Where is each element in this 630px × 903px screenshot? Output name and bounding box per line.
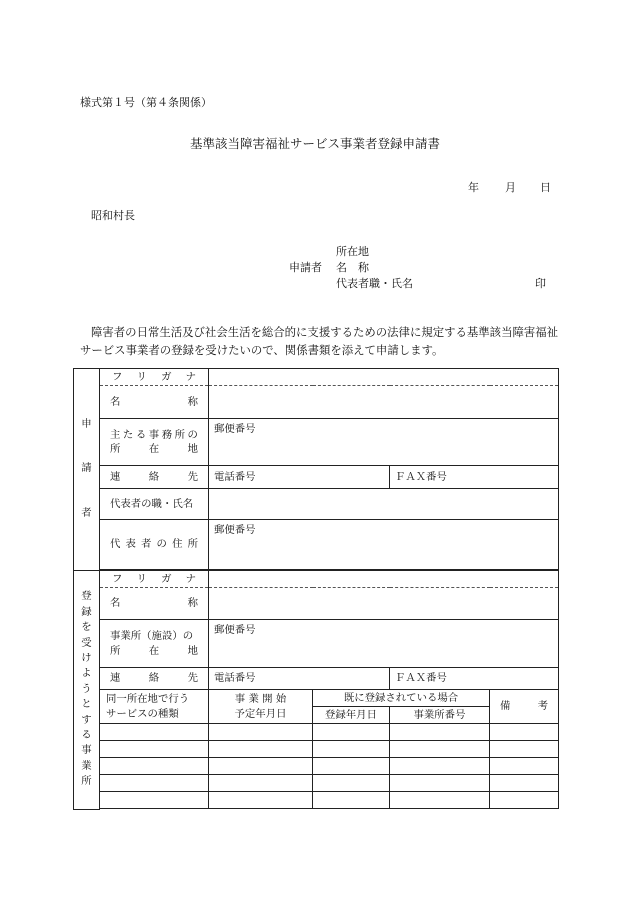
phone-label: 電話番号 (214, 470, 256, 483)
fax-label: ＦＡＸ番号 (395, 672, 447, 685)
main-office-address-label: 主 た る 事 務 所 の 所 在 地 (100, 419, 209, 466)
registration-date-header: 登録年月日 (313, 707, 390, 724)
phone-label: 電話番号 (214, 672, 256, 685)
fax-field[interactable] (390, 466, 559, 489)
start-date-header: 事 業 開 始 予定年月日 (209, 690, 313, 724)
facility-name-field[interactable] (209, 588, 559, 620)
representative-name-label: 代表者の職・氏名 (100, 489, 209, 520)
section-facility: 登 録 を 受 け よ う と す る 事 業 所 (74, 571, 100, 810)
addressee: 昭和村長 (91, 209, 135, 222)
seal-mark: 印 (535, 277, 546, 290)
document-title: 基準該当障害福祉サービス事業者登録申請書 (189, 136, 440, 151)
office-number-header: 事業所番号 (390, 707, 490, 724)
fax-label: ＦＡＸ番号 (395, 470, 447, 483)
table-row (74, 792, 559, 809)
remarks-header: 備 考 (490, 690, 559, 724)
application-statement: 障害者の日常生活及び社会生活を総合的に支援するための法律に規定する基準該当障害福祉サービス事業者の登録を受けたいので、関係書類を添えて申請します。 (80, 325, 559, 357)
table-row (74, 775, 559, 792)
date-day: 日 (540, 181, 551, 194)
furigana-label: フ リ ガ ナ (100, 369, 209, 386)
facility-furigana-field[interactable] (209, 571, 559, 588)
facility-phone-field[interactable] (209, 668, 390, 690)
postal-code-label: 郵便番号 (214, 524, 256, 536)
furigana-field[interactable] (209, 369, 559, 386)
facility-furigana-label: フ リ ガ ナ (100, 571, 209, 588)
applicant-address-label: 所在地 (336, 245, 369, 258)
name-field[interactable] (209, 386, 559, 419)
phone-field[interactable] (209, 466, 390, 489)
facility-fax-field[interactable] (390, 668, 559, 690)
postal-code-label: 郵便番号 (214, 624, 256, 636)
registered-header: 既に登録されている場合 (313, 690, 490, 707)
facility-address-field[interactable] (209, 620, 559, 668)
postal-code-label: 郵便番号 (214, 423, 256, 435)
facility-address-label: 事業所（施設）の 所 在 地 (100, 620, 209, 668)
table-row (74, 724, 559, 741)
applicant-label: 申請者 (289, 261, 322, 274)
representative-address-label: 代 表 者 の 住 所 (100, 520, 209, 570)
applicant-rep-label: 代表者職・氏名 (336, 277, 413, 290)
representative-name-field[interactable] (209, 489, 559, 520)
name-label: 名 称 (100, 386, 209, 419)
date-month: 月 (505, 181, 516, 194)
facility-name-label: 名 称 (100, 588, 209, 620)
facility-contact-label: 連 絡 先 (100, 668, 209, 690)
form-number-label: 様式第１号（第４条関係） (80, 96, 212, 109)
applicant-name-label: 名 称 (336, 261, 369, 274)
application-table (73, 368, 559, 810)
section-applicant: 申 請 者 (74, 369, 100, 571)
service-type-header: 同一所在地で行う サービスの種類 (100, 690, 209, 724)
representative-address-field[interactable] (209, 520, 559, 570)
table-row (74, 741, 559, 758)
table-row (74, 758, 559, 775)
main-office-address-field[interactable] (209, 419, 559, 466)
contact-label: 連 絡 先 (100, 466, 209, 489)
date-year: 年 (468, 181, 479, 194)
